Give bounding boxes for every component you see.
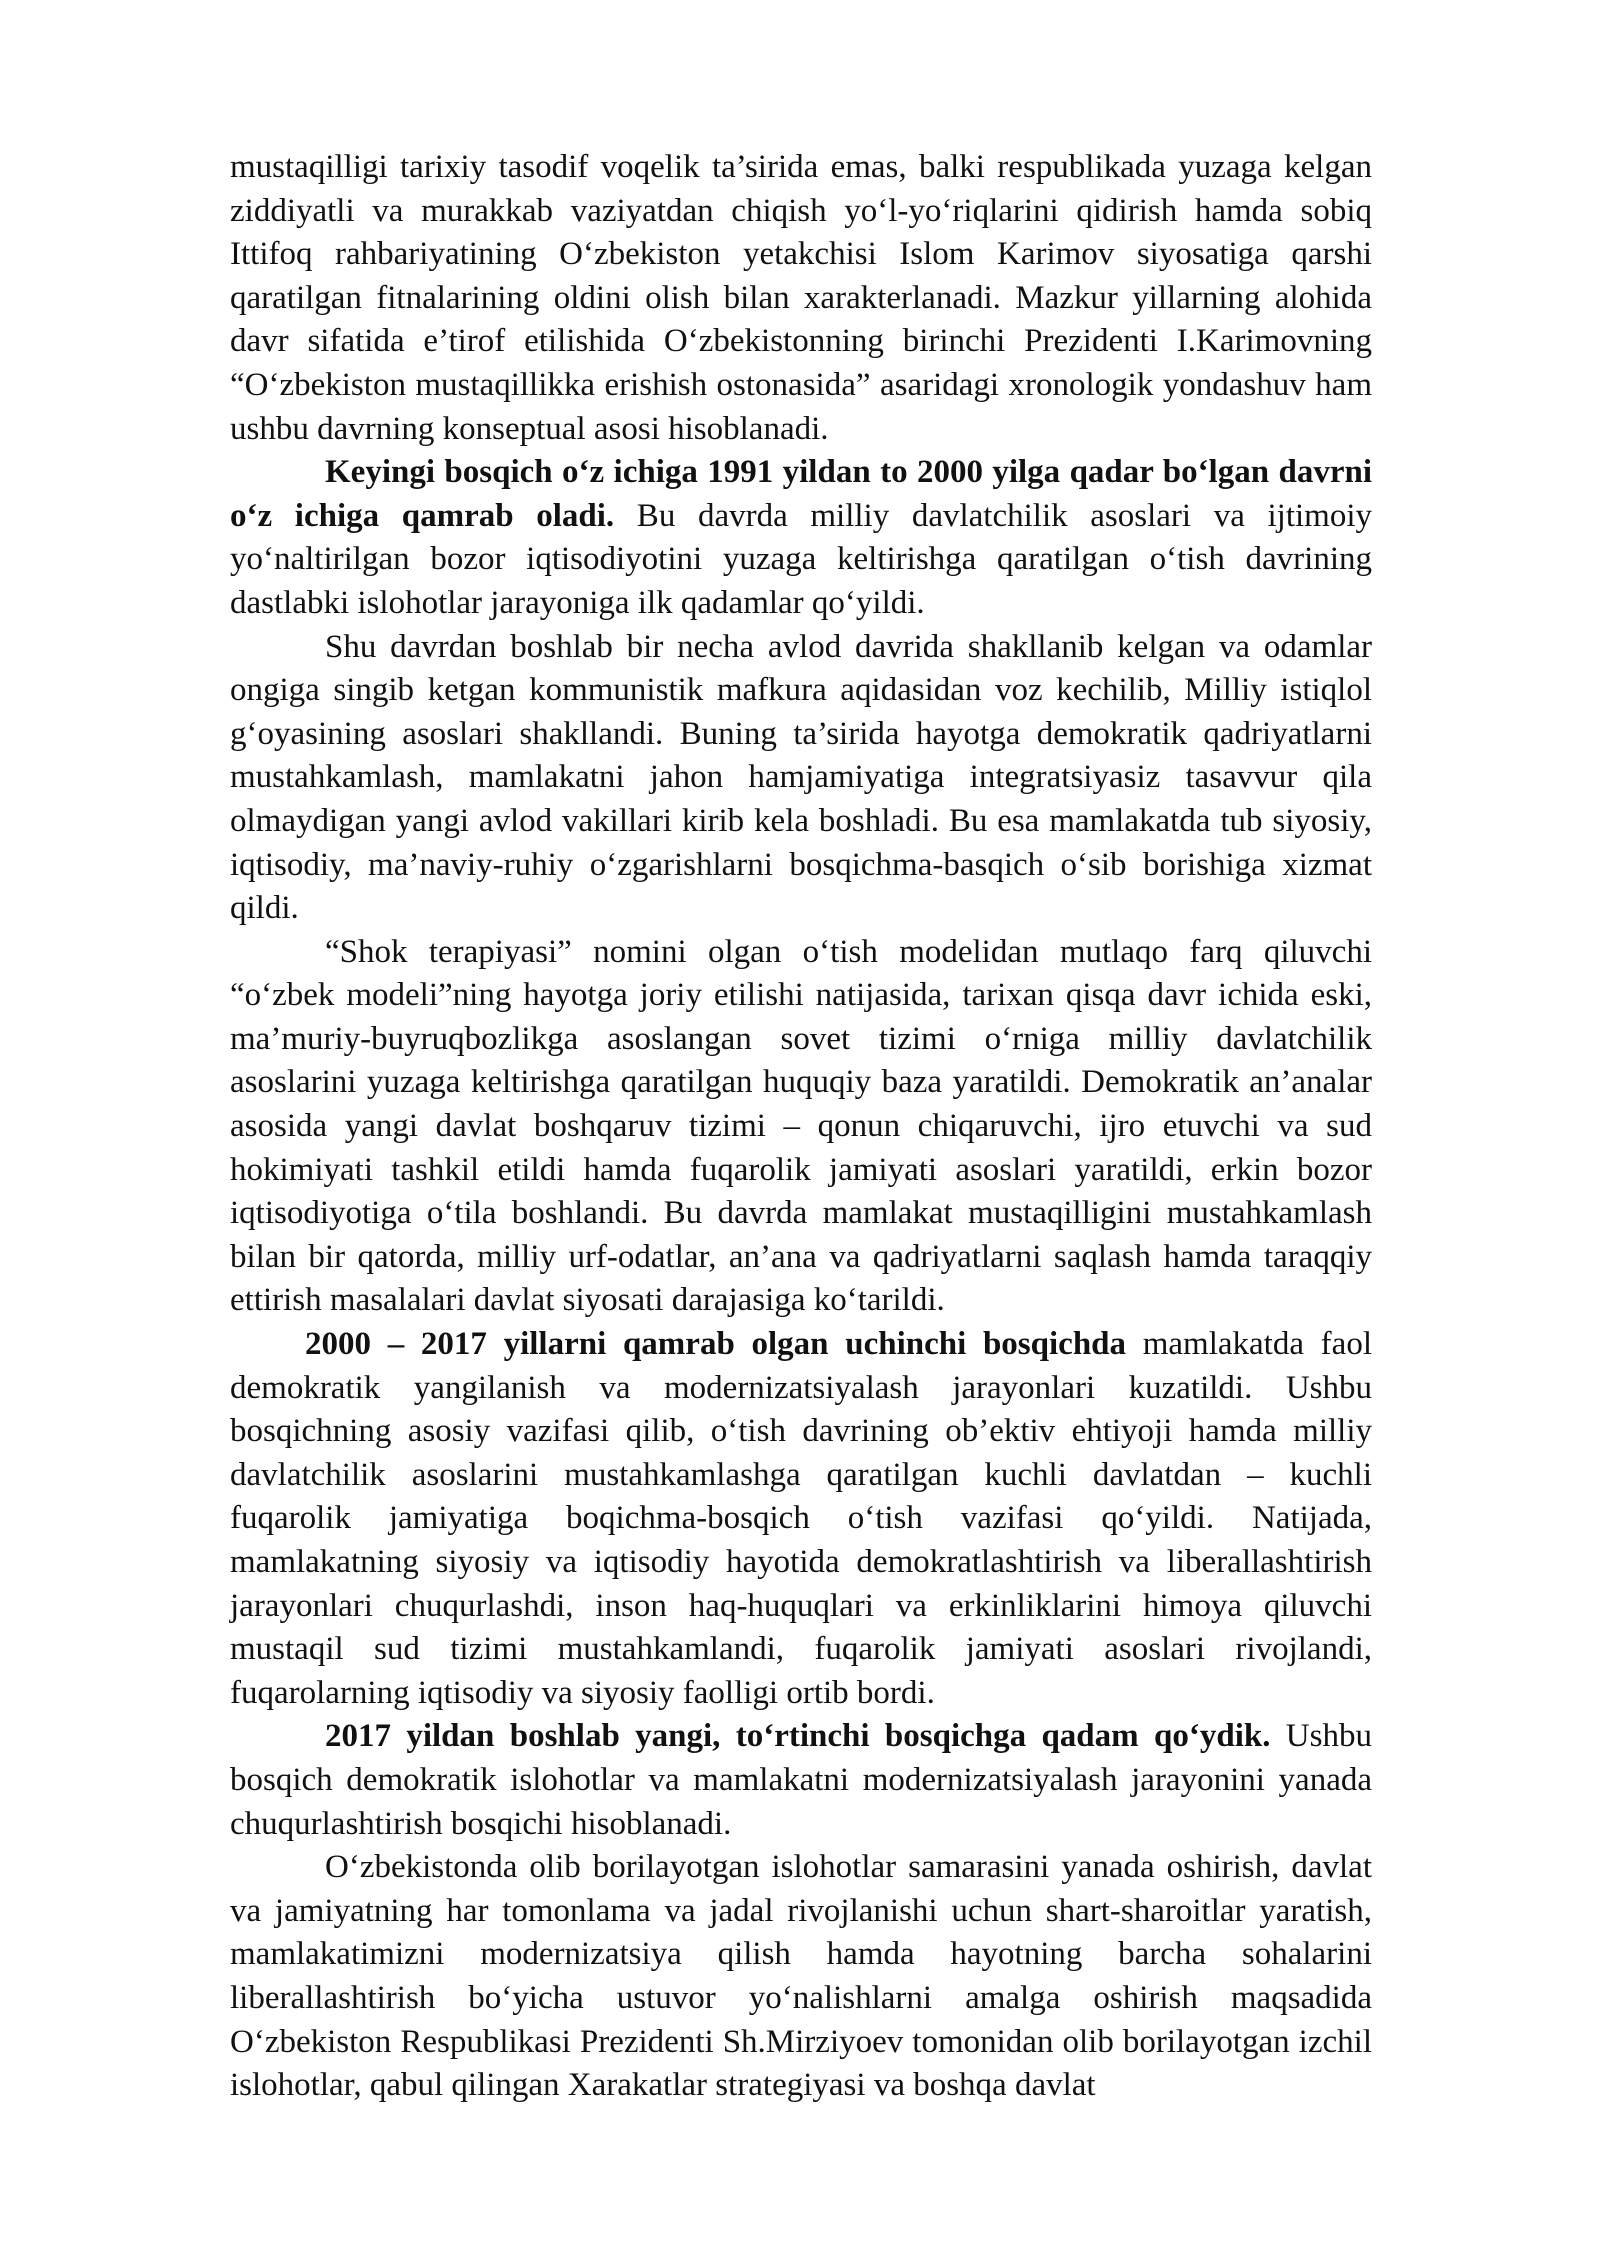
paragraph-lead-bold: 2017 yildan boshlab yangi, to‘rtinchi bosqichga qadam qo‘ydik.	[325, 1718, 1271, 1755]
paragraph-lead-bold: Keyingi bosqich o‘z ichiga 1991 yildan to 2000 yilga qadar bo‘lgan davrni o‘z ichiga qamrab oladi.	[230, 454, 1372, 534]
paragraph-text: Bu davrda milliy davlatchilik asoslari va ijtimoiy yo‘naltirilgan bozor iqtisodiyotini yuzaga keltirishga qaratilgan o‘tish davrining dastlabki islohotlar jarayoniga ilk qadamlar qo‘yildi.	[230, 497, 1372, 621]
paragraph-lead-bold: 2000 – 2017 yillarni qamrab olgan uchinchi bosqichda	[305, 1326, 1127, 1363]
paragraph-reforms	[230, 1846, 1372, 2108]
paragraph-fourth-stage	[230, 1715, 1372, 1846]
paragraph-text: mustaqilligi tarixiy tasodif voqelik ta’sirida emas, balki respublikada yuzaga kelgan ziddiyatli va murakkab vaziyatdan chiqish yo‘l-yo‘riqlarini qidirish hamda sobiq Ittifoq rahbariyatining O‘zbekiston yetakchisi Islom Karimov siyosatiga qarshi qaratilgan fitnalarining oldini olish bilan xarakterlanadi. Mazkur yillarning alohida davr sifatida e’tirof etilishida O‘zbekistonning birinchi Prezidenti I.Karimovning “O‘zbekiston mustaqillikka erishish ostonasida” asaridagi xronologik yondashuv ham ushbu davrning konseptual asosi hisoblanadi.	[230, 149, 1372, 447]
paragraph-text: mamlakatda faol demokratik yangilanish va modernizatsiyalash jarayonlari kuzatildi. Ushbu bosqichning asosiy vazifasi qilib, o‘tish davrining ob’ektiv ehtiyoji hamda milliy davlatchilik asoslarini mustahkamlashga qaratilgan kuchli davlatdan – kuchli fuqarolik jamiyatiga boqichma-bosqich o‘tish vazifasi qo‘yildi. Natijada, mamlakatning siyosiy va iqtisodiy hayotida demokratlashtirish va liberallashtirish jarayonlari chuqurlashdi, inson haq-huquqlari va erkinliklarini himoya qiluvchi mustaqil sud tizimi mustahkamlandi, fuqarolik jamiyati asoslari rivojlandi, fuqarolarning iqtisodiy va siyosiy faolligi ortib bordi.	[230, 1326, 1372, 1711]
paragraph-text: O‘zbekistonda olib borilayotgan islohotlar samarasini yanada oshirish, davlat va jamiyatning har tomonlama va jadal rivojlanishi uchun shart-sharoitlar yaratish, mamlakatimizni modernizatsiya qilish hamda hayotning barcha sohalarini liberallashtirish bo‘yicha ustuvor yo‘nalishlarni amalga oshirish maqsadida O‘zbekiston Respublikasi Prezidenti Sh.Mirziyoev tomonidan olib borilayotgan izchil islohotlar, qabul qilingan Xarakatlar strategiyasi va boshqa davlat	[230, 1849, 1372, 2104]
paragraph-ideology	[230, 626, 1372, 931]
paragraph-text: “Shok terapiyasi” nomini olgan o‘tish modelidan mutlaqo farq qiluvchi “o‘zbek modeli”ning hayotga joriy etilishi natijasida, tarixan qisqa davr ichida eski, ma’muriy-buyruqbozlikga asoslangan sovet tizimi o‘rniga milliy davlatchilik asoslarini yuzaga keltirishga qaratilgan huquqiy baza yaratildi. Demokratik an’analar asosida yangi davlat boshqaruv tizimi – qonun chiqaruvchi, ijro etuvchi va sud hokimiyati tashkil etildi hamda fuqarolik jamiyati asoslari yaratildi, erkin bozor iqtisodiyotiga o‘tila boshlandi. Bu davrda mamlakat mustaqilligini mustahkamlash bilan bir qatorda, milliy urf-odatlar, an’ana va qadriyatlarni saqlash hamda taraqqiy ettirish masalalari davlat siyosati darajasiga ko‘tarildi.	[230, 933, 1372, 1319]
paragraph-second-stage	[230, 451, 1372, 625]
paragraph-text: Ushbu bosqich demokratik islohotlar va mamlakatni modernizatsiyalash jarayonini yanada chuqurlashtirish bosqichi hisoblanadi.	[230, 1718, 1372, 1842]
paragraph-third-stage	[230, 1323, 1372, 1715]
paragraph-continuation	[230, 146, 1372, 451]
paragraph-text: Shu davrdan boshlab bir necha avlod davrida shakllanib kelgan va odamlar ongiga singib ketgan kommunistik mafkura aqidasidan voz kechilib, Milliy istiqlol g‘oyasining asoslari shakllandi. Buning ta’sirida hayotga demokratik qadriyatlarni mustahkamlash, mamlakatni jahon hamjamiyatiga integratsiyasiz tasavvur qila olmaydigan yangi avlod vakillari kirib kela boshladi. Bu esa mamlakatda tub siyosiy, iqtisodiy, ma’naviy-ruhiy o‘zgarishlarni bosqichma-basqich o‘sib borishiga xizmat qildi.	[230, 628, 1372, 927]
paragraph-uzbek-model	[230, 931, 1372, 1323]
document-body	[230, 146, 1372, 2108]
